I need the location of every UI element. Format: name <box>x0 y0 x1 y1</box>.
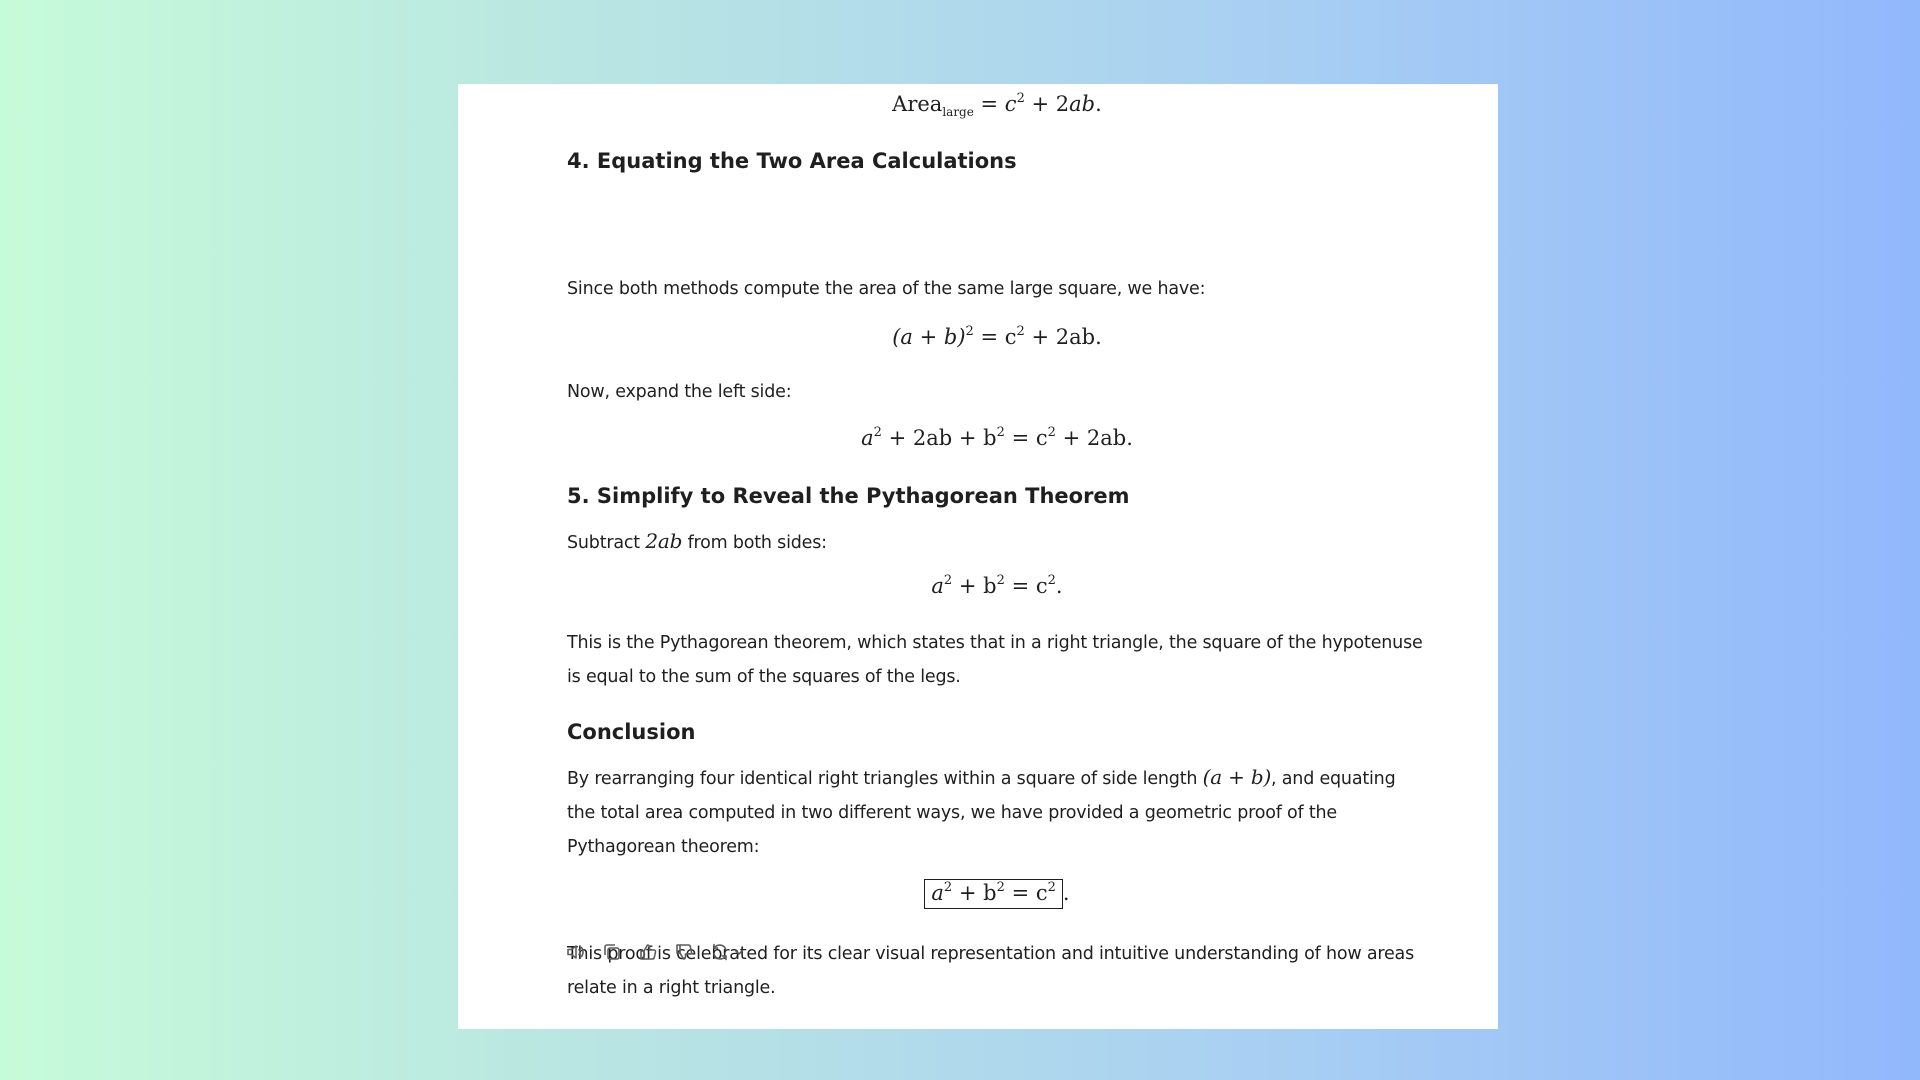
conclusion-text <box>567 760 1427 864</box>
math-expr: (a + b) <box>1202 765 1272 789</box>
boxed-result <box>924 879 1063 909</box>
math-exponent: 2 <box>996 573 1005 588</box>
math-exponent: 2 <box>873 425 882 440</box>
math-text: = c <box>1011 574 1048 598</box>
math-subscript: large <box>942 105 974 119</box>
equation-sum-squared <box>567 325 1427 349</box>
math-var: a <box>931 881 944 905</box>
math-var: a <box>861 426 874 450</box>
equation-expanded <box>567 426 1427 450</box>
section4-heading: 4. Equating the Two Area Calculations <box>567 149 1017 173</box>
regenerate-button[interactable] <box>709 941 745 963</box>
text: , and equating the total area computed in two different ways, we have provided a geometric proof of the Pythagorean theorem: <box>567 769 1396 857</box>
math-text: . <box>1095 92 1102 116</box>
math-exponent: 2 <box>996 425 1005 440</box>
text: from both sides: <box>682 533 827 553</box>
math-text: + 2ab + b <box>888 426 997 450</box>
math-exponent: 2 <box>996 880 1005 895</box>
thumbs-down-icon <box>673 941 695 963</box>
math-var: ab <box>1069 92 1096 116</box>
boxed-equation <box>567 879 1427 909</box>
math-exponent: 2 <box>943 573 953 588</box>
section4-intro: Since both methods compute the area of the same large square, we have: <box>567 279 1206 299</box>
math-expr: 2ab <box>645 529 683 553</box>
math-text: . <box>1055 574 1063 598</box>
section5-heading: 5. Simplify to Reveal the Pythagorean Theorem <box>567 484 1130 508</box>
math-text: + 2ab. <box>1062 426 1133 450</box>
math-text: Area <box>892 92 943 116</box>
math-exponent: 2 <box>1016 91 1025 106</box>
text: By rearranging four identical right triangles within a square of side length <box>567 769 1203 789</box>
math-text: = c <box>980 325 1017 349</box>
math-exponent: 2 <box>1047 880 1056 895</box>
math-text: + b <box>958 881 997 905</box>
inline-math <box>1203 765 1271 789</box>
math-exponent: 2 <box>943 880 953 895</box>
expand-text: Now, expand the left side: <box>567 382 792 402</box>
subtract-text <box>567 524 1427 560</box>
copy-icon <box>601 941 623 963</box>
regenerate-icon-wrap[interactable] <box>709 941 731 963</box>
math-text: = c <box>1011 881 1048 905</box>
regenerate-icon <box>709 941 731 963</box>
math-exponent: 2 <box>1047 573 1056 588</box>
equation-area-large: Area$_{large}$ = $c^2 + 2ab$. <box>892 91 1102 119</box>
copy-button[interactable] <box>601 941 623 963</box>
message-action-toolbar <box>565 941 745 963</box>
math-text: = c <box>1011 426 1048 450</box>
math-text: + 2ab. <box>1031 325 1102 349</box>
closing-text: This proof is celebrated for its clear visual representation and intuitive understanding of how areas relate in a right triangle. <box>567 944 1414 998</box>
math-var: c <box>1004 92 1017 116</box>
read-aloud-button[interactable] <box>565 941 587 963</box>
math-text: . <box>1062 881 1070 905</box>
speaker-icon <box>565 941 587 963</box>
conclusion-heading: Conclusion <box>567 720 696 744</box>
chat-message-card <box>458 84 1498 1029</box>
chevron-down-icon[interactable] <box>733 946 745 958</box>
equation-pythagorean <box>567 574 1427 598</box>
pythagorean-explanation: This is the Pythagorean theorem, which states that in a right triangle, the square of the hypotenuse is equal to the sum of the squares of the legs. <box>567 633 1423 687</box>
thumbs-down-button[interactable] <box>673 941 695 963</box>
math-text: + b <box>958 574 997 598</box>
thumbs-up-icon <box>637 941 659 963</box>
math-text: + 2 <box>1024 92 1070 116</box>
thumbs-up-button[interactable] <box>637 941 659 963</box>
math-exponent: 2 <box>965 324 974 339</box>
math-exponent: 2 <box>1016 324 1025 339</box>
math-exponent: 2 <box>1047 425 1056 440</box>
math-var: a <box>931 574 944 598</box>
inline-math <box>645 529 682 553</box>
text: Subtract <box>567 533 646 553</box>
math-expr: (a + b) <box>892 325 966 349</box>
